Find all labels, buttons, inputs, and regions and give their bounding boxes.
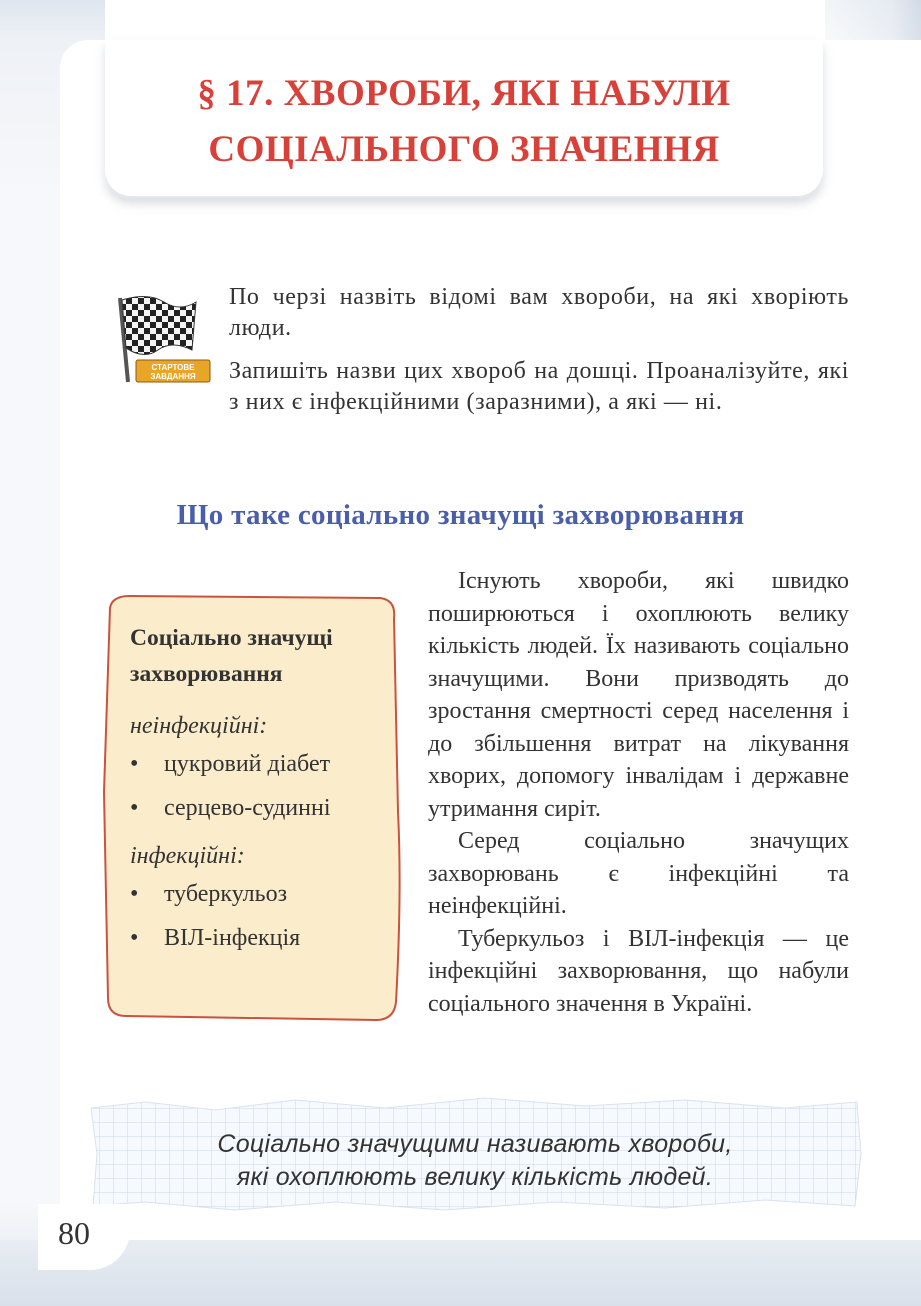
start-task-caption-line-1: СТАРТОВЕ bbox=[151, 363, 195, 372]
checkered-flag-icon bbox=[108, 292, 212, 386]
body-paragraph-1: Існують хвороби, які швидко поширюються і охоплюють велику кількість людей. Їх називають соціально значущими. Вони призводять до зростання смертності серед населення і до збільшення витрат на лікування хворих, допомогу інвалідам і державне утримання сиріт. bbox=[428, 568, 849, 822]
sidebar-content bbox=[130, 620, 392, 968]
definition-note-line-1: Соціально значущими називають хвороби, bbox=[217, 1130, 733, 1158]
start-task-text bbox=[229, 282, 849, 430]
list-item-text: ВІЛ-інфекція bbox=[164, 925, 301, 951]
start-task-paragraph-1: По черзі назвіть відомі вам хвороби, на які хворіють люди. bbox=[229, 284, 849, 341]
infectious-list bbox=[130, 880, 392, 952]
page-bottom-band bbox=[0, 1240, 921, 1306]
body-paragraph-2: Серед соціально значущих захворювань є інфекційні та неінфекційні. bbox=[428, 828, 849, 919]
sidebar-heading-line-1: Соціально значущі bbox=[130, 625, 333, 651]
bullet-icon: • bbox=[130, 751, 139, 777]
bullet-icon: • bbox=[130, 795, 139, 821]
definition-note-line-2: які охоплюють велику кількість людей. bbox=[236, 1163, 714, 1191]
page-title-line-1: § 17. ХВОРОБИ, ЯКІ НАБУЛИ bbox=[197, 73, 731, 114]
start-task-paragraph-2: Запишіть назви цих хвороб на дошці. Проаналізуйте, які з них є інфекційними (заразними), а які — ні. bbox=[229, 358, 849, 415]
bullet-icon: • bbox=[130, 881, 139, 907]
list-item bbox=[130, 880, 392, 908]
page-top-strip bbox=[105, 0, 825, 40]
list-item bbox=[130, 794, 392, 822]
bullet-icon: • bbox=[130, 925, 139, 951]
list-item-text: цукровий діабет bbox=[164, 751, 331, 777]
body-text bbox=[428, 565, 849, 1020]
list-item-text: туберкульоз bbox=[164, 881, 288, 907]
noninfectious-list bbox=[130, 750, 392, 822]
list-item bbox=[130, 750, 392, 778]
category-label-infectious: інфекційні: bbox=[130, 843, 245, 869]
category-label-noninfectious: неінфекційні: bbox=[130, 713, 268, 739]
list-item-text: серцево-судинні bbox=[164, 795, 331, 821]
sidebar-heading bbox=[130, 620, 392, 692]
page-number: 80 bbox=[58, 1215, 90, 1251]
page-title-line-2: СОЦІАЛЬНОГО ЗНАЧЕННЯ bbox=[208, 129, 720, 170]
start-task-caption-line-2: ЗАВДАННЯ bbox=[150, 372, 196, 381]
body-paragraph-3: Туберкульоз і ВІЛ-інфекція — це інфекційні захворювання, що набули соціального значення в Україні. bbox=[428, 925, 849, 1017]
definition-note bbox=[85, 1128, 865, 1194]
section-heading: Що таке соціально значущі захворювання bbox=[176, 499, 745, 531]
sidebar-heading-line-2: захворювання bbox=[130, 661, 283, 687]
list-item bbox=[130, 924, 392, 952]
page-title bbox=[105, 66, 823, 178]
